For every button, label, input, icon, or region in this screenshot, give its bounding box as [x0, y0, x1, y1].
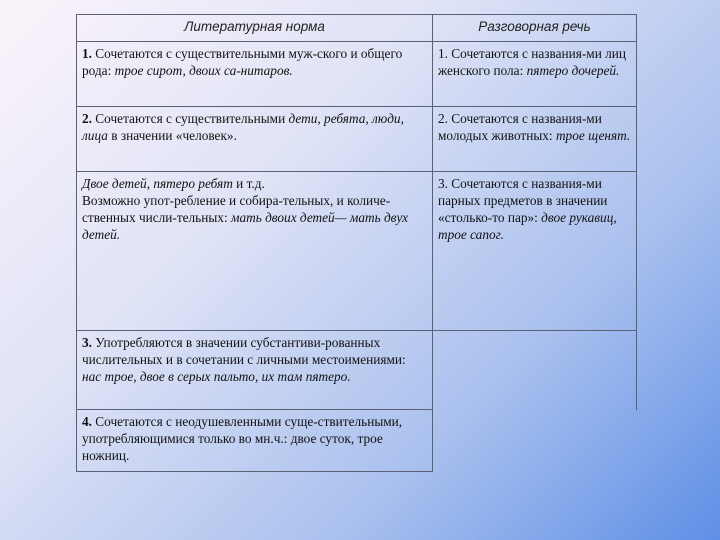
item-number: 3. [82, 335, 92, 350]
table-row [77, 107, 637, 172]
cell-text: 1. Сочетаются с названия-ми лиц женского пола: [438, 46, 627, 78]
cell-text: в значении «человек». [107, 128, 237, 143]
cell-colloquial-1 [433, 42, 637, 107]
comparison-table [76, 14, 637, 472]
table-row [77, 172, 637, 331]
cell-text: Возможно упот-ребление и собира-тельных, и количе-ственных числи-тельных: [82, 193, 391, 225]
header-colloquial-speech [433, 15, 637, 42]
cell-text: Употребляются в значении субстантиви-рованных числительных и в сочетании с личными местоимениями: [82, 335, 406, 367]
example-text: дети, ребята, люди, лица [82, 111, 404, 143]
cell-literary-3 [77, 331, 433, 410]
cell-literary-4 [77, 410, 433, 472]
item-number: 1. [82, 46, 92, 61]
example-text: мать двоих детей— мать двух детей. [82, 210, 409, 242]
cell-colloquial-none [433, 410, 637, 472]
cell-colloquial-empty [433, 331, 637, 410]
example-text: двое рукавиц, трое сапог. [438, 210, 617, 242]
example-text: трое сирот, двоих са-нитаров. [114, 63, 293, 78]
cell-literary-2 [77, 107, 433, 172]
cell-literary-1 [77, 42, 433, 107]
header-literary-norm [77, 15, 433, 42]
item-number: 2. [82, 111, 92, 126]
cell-colloquial-3 [433, 172, 637, 331]
example-text: Двое детей, пятеро ребят [82, 176, 233, 191]
cell-text: Сочетаются с существительными [91, 111, 289, 126]
cell-text: 2. Сочетаются с названия-ми молодых животных: [438, 111, 602, 143]
cell-literary-examples [77, 172, 433, 331]
table-row [77, 331, 637, 410]
example-text: пятеро дочерей. [526, 63, 620, 78]
table-row [77, 42, 637, 107]
example-text: нас трое, двое в серых пальто, их там пятеро. [82, 369, 351, 384]
example-text: трое щенят. [555, 128, 631, 143]
cell-text: Сочетаются с существительными муж-ского и общего рода: [82, 46, 403, 78]
cell-text: 3. Сочетаются с названия-ми парных предметов в значении «столько-то пар»: [438, 176, 608, 225]
item-number: 4. [82, 414, 92, 429]
cell-colloquial-2 [433, 107, 637, 172]
table-header-row [77, 15, 637, 42]
header-colloquial-speech-text: Разговорная речь [478, 19, 591, 34]
cell-text: Сочетаются с неодушевленными суще-ствительными, употребляющимися только во мн.ч.: двое суток, трое ножниц. [82, 414, 403, 463]
header-literary-norm-text: Литературная норма [184, 19, 325, 34]
table-row [77, 410, 637, 472]
cell-text: и т.д. [232, 176, 265, 191]
